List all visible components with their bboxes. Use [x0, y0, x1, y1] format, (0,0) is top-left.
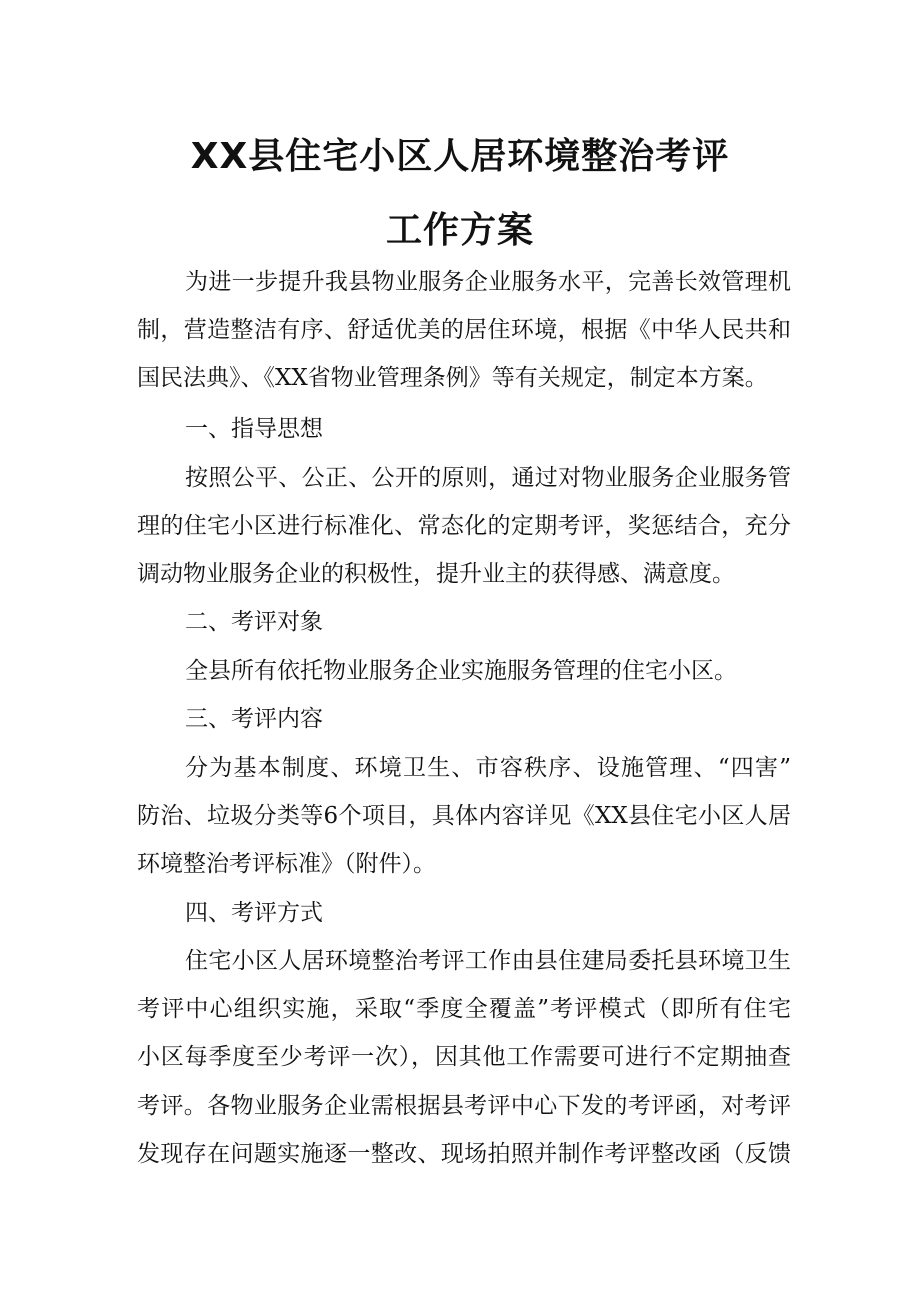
section-heading-1: 一、指导思想 — [185, 416, 323, 442]
section-heading-4: 四、考评方式 — [185, 900, 323, 926]
section-heading-3: 三、考评内容 — [185, 706, 323, 732]
section-heading-2: 二、考评对象 — [185, 609, 323, 635]
paragraph-intro-line-2: 制，营造整洁有序、舒适优美的居住环境，根据《中华人民共和 — [137, 317, 791, 343]
paragraph-guiding-line-3: 调动物业服务企业的积极性，提升业主的获得感、满意度。 — [137, 561, 735, 587]
paragraph-scope-line-1: 全县所有依托物业服务企业实施服务管理的住宅小区。 — [185, 658, 737, 684]
paragraph-method-line-5: 发现存在问题实施逐一整改、现场拍照并制作考评整改函（反馈 — [137, 1141, 791, 1167]
document-title-line-2: 工作方案 — [385, 210, 534, 251]
paragraph-intro-line-1: 为进一步提升我县物业服务企业服务水平，完善长效管理机 — [185, 269, 791, 295]
paragraph-content-line-2: 防治、垃圾分类等6个项目，具体内容详见《XX县住宅小区人居 — [137, 803, 791, 829]
paragraph-method-line-4: 考评。各物业服务企业需根据县考评中心下发的考评函，对考评 — [137, 1093, 791, 1119]
paragraph-guiding-line-1: 按照公平、公正、公开的原则，通过对物业服务企业服务管 — [185, 465, 791, 491]
paragraph-method-line-1: 住宅小区人居环境整治考评工作由县住建局委托县环境卫生 — [185, 948, 791, 974]
paragraph-intro-line-3: 国民法典》、《XX省物业管理条例》等有关规定，制定本方案。 — [137, 365, 768, 391]
paragraph-method-line-3: 小区每季度至少考评一次），因其他工作需要可进行不定期抽查 — [137, 1044, 791, 1070]
paragraph-content-line-1: 分为基本制度、环境卫生、市容秩序、设施管理、“四害” — [185, 755, 791, 781]
paragraph-content-line-3: 环境整治考评标准》（附件）。 — [137, 851, 436, 877]
paragraph-guiding-line-2: 理的住宅小区进行标准化、常态化的定期考评，奖惩结合，充分 — [137, 513, 791, 539]
document-title-line-1: XX县住宅小区人居环境整治考评 — [190, 136, 730, 177]
paragraph-method-line-2: 考评中心组织实施，采取“季度全覆盖”考评模式（即所有住宅 — [137, 996, 791, 1022]
